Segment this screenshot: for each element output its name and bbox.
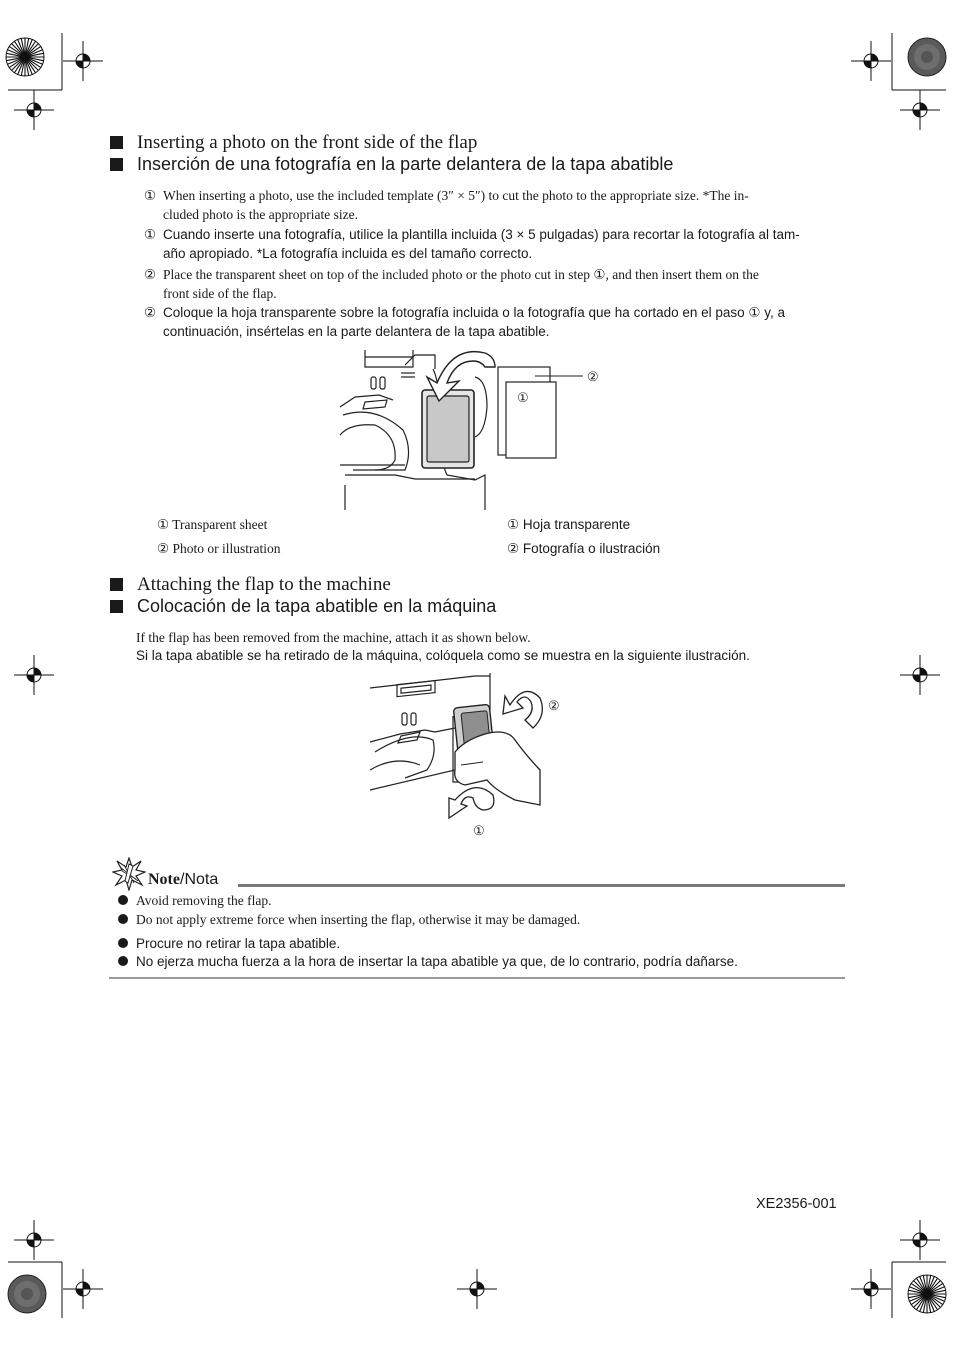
- callout-push: ①: [473, 823, 485, 838]
- callout-rotate: ②: [548, 698, 560, 713]
- section2-heading-es: Colocación de la tapa abatible en la máquina: [110, 596, 496, 617]
- caption-photo-es: ② Fotografía o ilustración: [507, 541, 661, 556]
- attach-flap-illustration: [365, 670, 575, 840]
- bullet-dot-icon: [118, 956, 128, 966]
- section2-intro-en: If the flap has been removed from the machine, attach it as shown below.: [136, 630, 531, 645]
- document-code: XE2356-001: [756, 1196, 837, 1212]
- note-rule-top: [238, 884, 845, 887]
- bullet-dot-icon: [118, 895, 128, 905]
- section1-heading-en: Inserting a photo on the front side of the flap: [110, 132, 477, 154]
- bullet-dot-icon: [118, 914, 128, 924]
- caption-transparent-sheet-en: ① Transparent sheet: [157, 517, 268, 532]
- bullet-dot-icon: [118, 938, 128, 948]
- square-bullet-icon: [110, 578, 123, 591]
- caption-transparent-sheet-es: ① Hoja transparente: [507, 517, 631, 532]
- section1-heading-es: Inserción de una fotografía en la parte delantera de la tapa abatible: [110, 154, 673, 175]
- section2-intro-es: Si la tapa abatible se ha retirado de la máquina, colóquela como se muestra en la siguiente ilustración.: [136, 648, 750, 663]
- callout-photo: ②: [587, 369, 599, 384]
- square-bullet-icon: [110, 136, 123, 149]
- caption-photo-en: ② Photo or illustration: [157, 541, 281, 556]
- note-title: Note/Nota: [148, 871, 219, 888]
- insert-photo-illustration: [335, 345, 615, 510]
- note-burst-icon: [112, 857, 146, 891]
- section2-heading-en: Attaching the flap to the machine: [110, 574, 391, 596]
- callout-sheet: ①: [517, 390, 529, 405]
- note-rule-bottom: [109, 977, 845, 979]
- square-bullet-icon: [110, 158, 123, 171]
- square-bullet-icon: [110, 600, 123, 613]
